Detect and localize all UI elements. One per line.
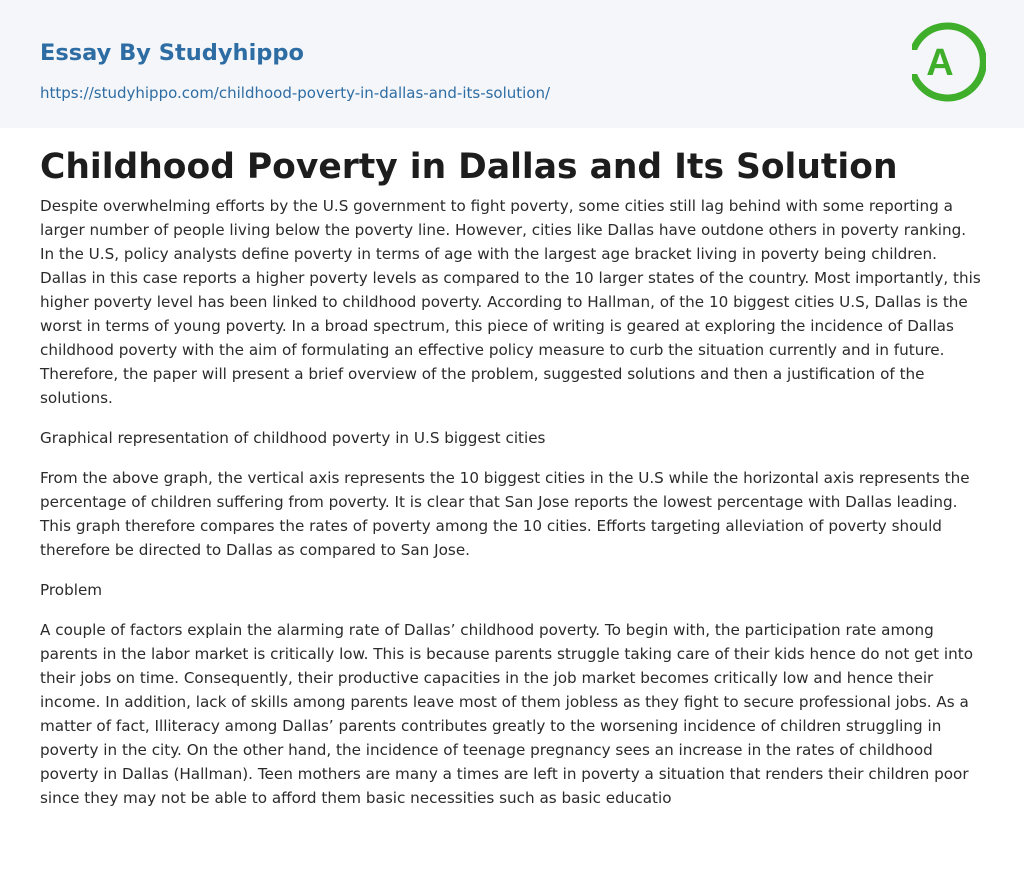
section-heading-problem: Problem <box>40 581 103 599</box>
paragraph-graph-analysis: From the above graph, the vertical axis represents the 10 biggest cities in the U.S while the horizontal axis represents the percentage of children suffering from poverty. It is clear that San Jose reports the lowest percentage with Dallas leading. This graph therefore compares the rates of poverty among the 10 cities. Efforts targeting alleviation of poverty should therefore be directed to Dallas as compared to San Jose. <box>40 469 970 559</box>
site-header <box>0 0 1024 128</box>
paragraph-problem: A couple of factors explain the alarming rate of Dallas’ childhood poverty. To begin with, the participation rate among parents in the labor market is critically low. This is because parents struggle taking care of their kids hence do not get into their jobs on time. Consequently, their productive capacities in the job market becomes critically low and hence their income. In addition, lack of skills among parents leave most of them jobless as they fight to secure professional jobs. As a matter of fact, Illiteracy among Dallas’ parents contributes greatly to the worsening incidence of children struggling in poverty in the city. On the other hand, the incidence of teenage pregnancy sees an increase in the rates of childhood poverty in Dallas (Hallman). Teen mothers are many a times are left in poverty a situation that renders their children poor since they may not be able to afford them basic necessities such as basic educatio <box>40 621 973 807</box>
essay-url-link[interactable]: https://studyhippo.com/childhood-poverty-in-dallas-and-its-solution/ <box>40 84 551 102</box>
logo-icon[interactable] <box>912 20 986 104</box>
essay-body <box>40 194 984 826</box>
paragraph-intro: Despite overwhelming efforts by the U.S government to fight poverty, some cities still lag behind with some reporting a larger number of people living below the poverty line. However, cities like Dallas have outdone others in poverty ranking. In the U.S, policy analysts define poverty in terms of age with the largest age bracket living in poverty being children. Dallas in this case reports a higher poverty levels as compared to the 10 larger states of the country. Most importantly, this higher poverty level has been linked to childhood poverty. According to Hallman, of the 10 biggest cities U.S, Dallas is the worst in terms of young poverty. In a broad spectrum, this piece of writing is geared at exploring the incidence of Dallas childhood poverty with the aim of formulating an effective policy measure to curb the situation currently and in future. Therefore, the paper will present a brief overview of the problem, suggested solutions and then a justification of the solutions. <box>40 197 981 407</box>
logo-letter: A <box>926 42 954 84</box>
paragraph-graph-caption: Graphical representation of childhood poverty in U.S biggest cities <box>40 429 546 447</box>
page-title: Childhood Poverty in Dallas and Its Solution <box>40 147 898 187</box>
site-brand[interactable]: Essay By Studyhippo <box>40 40 304 66</box>
